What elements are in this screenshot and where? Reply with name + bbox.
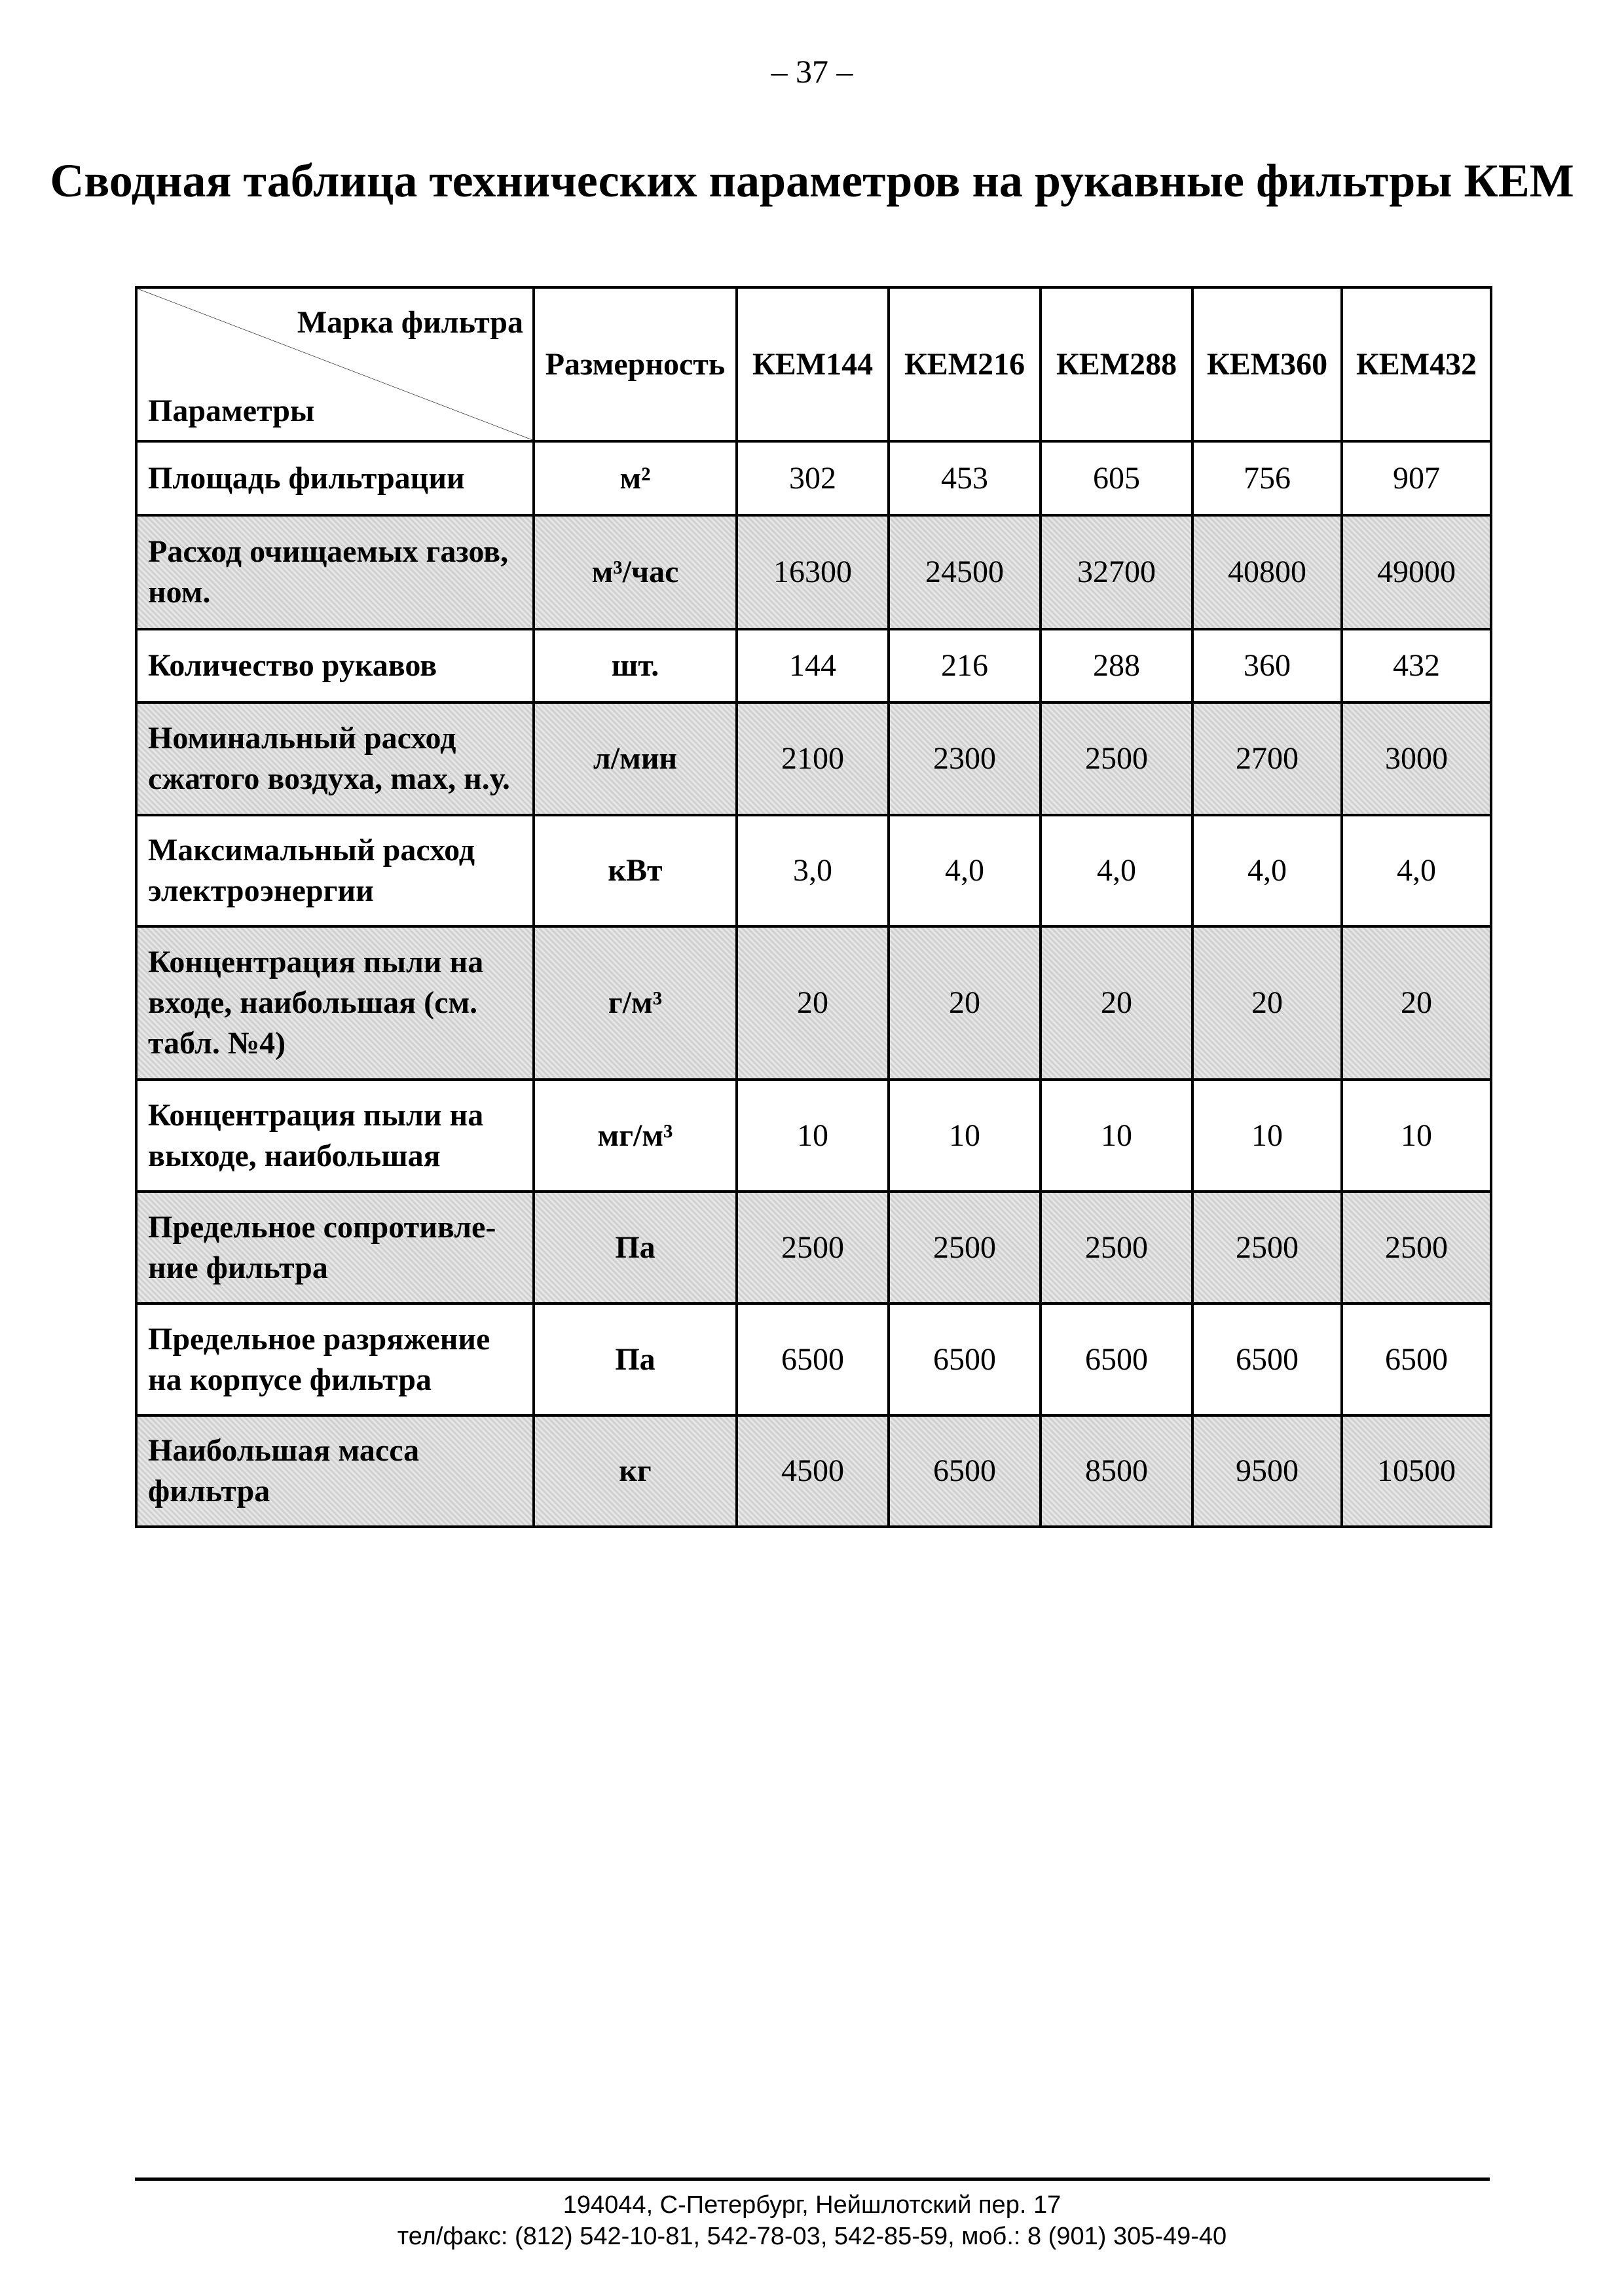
row-unit: м² <box>534 441 737 515</box>
row-value: 2700 <box>1192 702 1342 815</box>
corner-label-filter-brand: Марка фильтра <box>297 305 523 340</box>
row-value: 4500 <box>737 1415 889 1527</box>
row-unit: Па <box>534 1192 737 1303</box>
model-header: КЕМ144 <box>737 287 889 441</box>
footer-address: 194044, С-Петербург, Нейшлотский пер. 17 <box>563 2191 1061 2219</box>
row-parameter: Номинальный расход сжатого воздуха, max, н.у. <box>136 702 534 815</box>
footer-divider <box>135 2178 1490 2181</box>
row-unit: кВт <box>534 815 737 926</box>
table-row <box>136 815 1491 926</box>
row-value: 4,0 <box>1192 815 1342 926</box>
row-value: 20 <box>737 926 889 1080</box>
table-row <box>136 1415 1491 1527</box>
table-row <box>136 629 1491 702</box>
row-parameter: Концентрация пыли на входе, наибольшая (см. табл. №4) <box>136 926 534 1080</box>
row-value: 2500 <box>737 1192 889 1303</box>
row-value: 216 <box>889 629 1041 702</box>
row-value: 2500 <box>1041 1192 1192 1303</box>
table-row <box>136 1080 1491 1192</box>
row-value: 24500 <box>889 515 1041 629</box>
row-value: 16300 <box>737 515 889 629</box>
row-value: 49000 <box>1342 515 1491 629</box>
row-value: 3,0 <box>737 815 889 926</box>
row-unit: мг/м³ <box>534 1080 737 1192</box>
row-value: 9500 <box>1192 1415 1342 1527</box>
row-parameter: Концентрация пыли на выходе, наибольшая <box>136 1080 534 1192</box>
table-row <box>136 702 1491 815</box>
model-header: КЕМ288 <box>1041 287 1192 441</box>
footer-phones: тел/факс: (812) 542-10-81, 542-78-03, 542-85-59, моб.: 8 (901) 305-49-40 <box>397 2223 1227 2250</box>
row-value: 10 <box>1192 1080 1342 1192</box>
row-unit: кг <box>534 1415 737 1527</box>
row-value: 2500 <box>1342 1192 1491 1303</box>
row-value: 605 <box>1041 441 1192 515</box>
row-unit: Па <box>534 1303 737 1415</box>
row-value: 6500 <box>889 1415 1041 1527</box>
row-value: 6500 <box>1192 1303 1342 1415</box>
row-parameter: Предельное сопротивле-ние фильтра <box>136 1192 534 1303</box>
row-parameter: Расход очищаемых газов, ном. <box>136 515 534 629</box>
table-row <box>136 926 1491 1080</box>
row-value: 6500 <box>1342 1303 1491 1415</box>
row-unit: л/мин <box>534 702 737 815</box>
row-value: 32700 <box>1041 515 1192 629</box>
row-value: 10500 <box>1342 1415 1491 1527</box>
row-value: 10 <box>1342 1080 1491 1192</box>
row-unit: м³/час <box>534 515 737 629</box>
row-value: 20 <box>1192 926 1342 1080</box>
unit-column-header: Размерность <box>534 287 737 441</box>
row-value: 4,0 <box>1342 815 1491 926</box>
row-value: 432 <box>1342 629 1491 702</box>
row-value: 2500 <box>1192 1192 1342 1303</box>
table-row <box>136 515 1491 629</box>
row-value: 40800 <box>1192 515 1342 629</box>
row-value: 10 <box>737 1080 889 1192</box>
model-header: КЕМ216 <box>889 287 1041 441</box>
table-row <box>136 1192 1491 1303</box>
page-title: Сводная таблица технических параметров на рукавные фильтры КЕМ <box>50 155 1574 207</box>
table-header-row <box>136 287 1491 441</box>
page-number: – 37 – <box>771 53 853 90</box>
row-parameter: Предельное разряжение на корпусе фильтра <box>136 1303 534 1415</box>
row-value: 10 <box>1041 1080 1192 1192</box>
row-value: 4,0 <box>889 815 1041 926</box>
model-header: КЕМ432 <box>1342 287 1491 441</box>
row-value: 3000 <box>1342 702 1491 815</box>
row-parameter: Количество рукавов <box>136 629 534 702</box>
table-row <box>136 1303 1491 1415</box>
corner-header-cell <box>136 287 534 441</box>
row-value: 8500 <box>1041 1415 1192 1527</box>
row-value: 2500 <box>1041 702 1192 815</box>
row-value: 756 <box>1192 441 1342 515</box>
row-parameter: Максимальный расход электроэнергии <box>136 815 534 926</box>
row-value: 144 <box>737 629 889 702</box>
row-parameter: Площадь фильтрации <box>136 441 534 515</box>
row-value: 453 <box>889 441 1041 515</box>
model-header: КЕМ360 <box>1192 287 1342 441</box>
row-value: 20 <box>1041 926 1192 1080</box>
row-value: 360 <box>1192 629 1342 702</box>
row-parameter: Наибольшая масса фильтра <box>136 1415 534 1527</box>
row-value: 6500 <box>889 1303 1041 1415</box>
row-unit: г/м³ <box>534 926 737 1080</box>
corner-label-parameters: Параметры <box>148 393 315 428</box>
row-value: 907 <box>1342 441 1491 515</box>
row-value: 20 <box>1342 926 1491 1080</box>
row-value: 6500 <box>1041 1303 1192 1415</box>
row-value: 20 <box>889 926 1041 1080</box>
table-row <box>136 441 1491 515</box>
row-value: 4,0 <box>1041 815 1192 926</box>
row-value: 6500 <box>737 1303 889 1415</box>
row-value: 2300 <box>889 702 1041 815</box>
row-unit: шт. <box>534 629 737 702</box>
row-value: 288 <box>1041 629 1192 702</box>
spec-table <box>135 286 1492 1528</box>
row-value: 10 <box>889 1080 1041 1192</box>
row-value: 2500 <box>889 1192 1041 1303</box>
row-value: 302 <box>737 441 889 515</box>
row-value: 2100 <box>737 702 889 815</box>
